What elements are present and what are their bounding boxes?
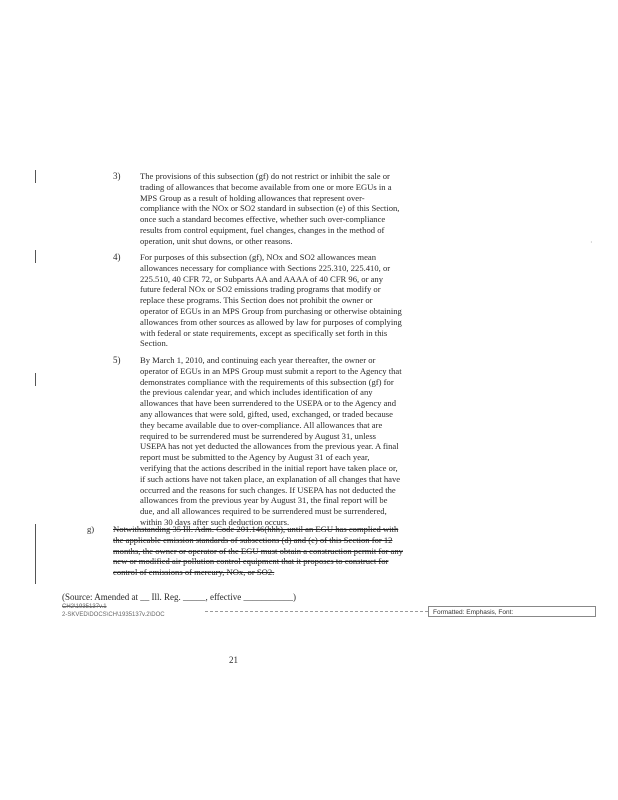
footer-doc-id: 2-SKVED\DOCS\CH\1935137v.2\DOC — [62, 612, 165, 618]
item-text: The provisions of this subsection (gf) do not restrict or inhibit the sale or trading of allowances that become available from one or more EGUs in a MPS Group as a result of holding allowances that represent over-compliance with the NOx or SO2 standard in subsection (e) of this Section, once such a standard becomes effective, whether such over-compliance results from control equipment, fuel changes, changes in the method of operation, unit shut downs, or other reasons. — [140, 171, 400, 246]
item-text: For purposes of this subsection (gf), NOx and SO2 allowances mean allowances necessary for compliance with Sections 225.310, 225.410, or 225.510, 40 CFR 72, or Subparts AA and AAAA of 40 CFR 96, or any future federal NOx or SO2 emissions trading programs that modify or replace these programs. This Section does not prohibit the owner or operator of EGUs in an MPS Group from purchasing or otherwise obtaining allowances from other sources as allowed by law for purposes of complying with federal or state requirements, except as specifically set forth in this Section. — [140, 252, 402, 349]
change-bar — [35, 170, 36, 183]
source-note: (Source: Amended at __ Ill. Reg. _____, effective ___________) — [62, 592, 297, 602]
formatting-comment-box[interactable]: Formatted: Emphasis, Font: — [428, 606, 596, 617]
item-text: By March 1, 2010, and continuing each year thereafter, the owner or operator of EGUs in an MPS Group must submit a report to the Agency that demonstrates compliance with the requirements of this subsection (gf) for the previous calendar year, and which includes identification of any allowances that have been surrendered to the USEPA or to the Agency and any allowances that were sold, gifted, used, exchanged, or traded because they became available due to over-compliance. All allowances that are required to be surrendered must be surrendered by August 31, unless USEPA has not yet deducted the allowances from the previous year. A final report must be submitted to the Agency by August 31 of each year, verifying that the actions described in the initial report have taken place or, if such actions have not taken place, an explanation of all changes that have occurred and the reasons for such changes. If USEPA has not deducted the allowances from the previous year by August 31, the final report will be due, and all allowances required to be surrendered must be surrendered, within 30 days after such deduction occurs. — [140, 355, 402, 527]
comment-connector — [205, 611, 428, 612]
struck-text: Notwithstanding 35 Ill. Adm. Code 201.146(hhh), until an EGU has complied with the applicable emission standards of subsections (d) and (e) of this Section for 12 months, the owner or operator of the EGU must obtain a construction permit for any new or modified air pollution control equipment that it proposes to construct for control of emissions of mercury, NOx, or SO2. — [113, 524, 403, 578]
item-paragraph — [140, 355, 402, 528]
item-paragraph — [140, 252, 402, 349]
page-number: 21 — [229, 655, 238, 665]
change-bar — [35, 373, 36, 386]
item-number: 4) — [113, 252, 121, 262]
struck-label: g) — [87, 524, 95, 534]
margin-mark: · — [590, 238, 593, 247]
item-number: 5) — [113, 355, 121, 365]
item-number: 3) — [113, 171, 121, 181]
change-bar — [35, 250, 36, 263]
footer-doc-id-old: CH2\1935137v.1 — [62, 604, 107, 610]
item-paragraph — [140, 171, 402, 247]
change-bar — [35, 524, 36, 584]
